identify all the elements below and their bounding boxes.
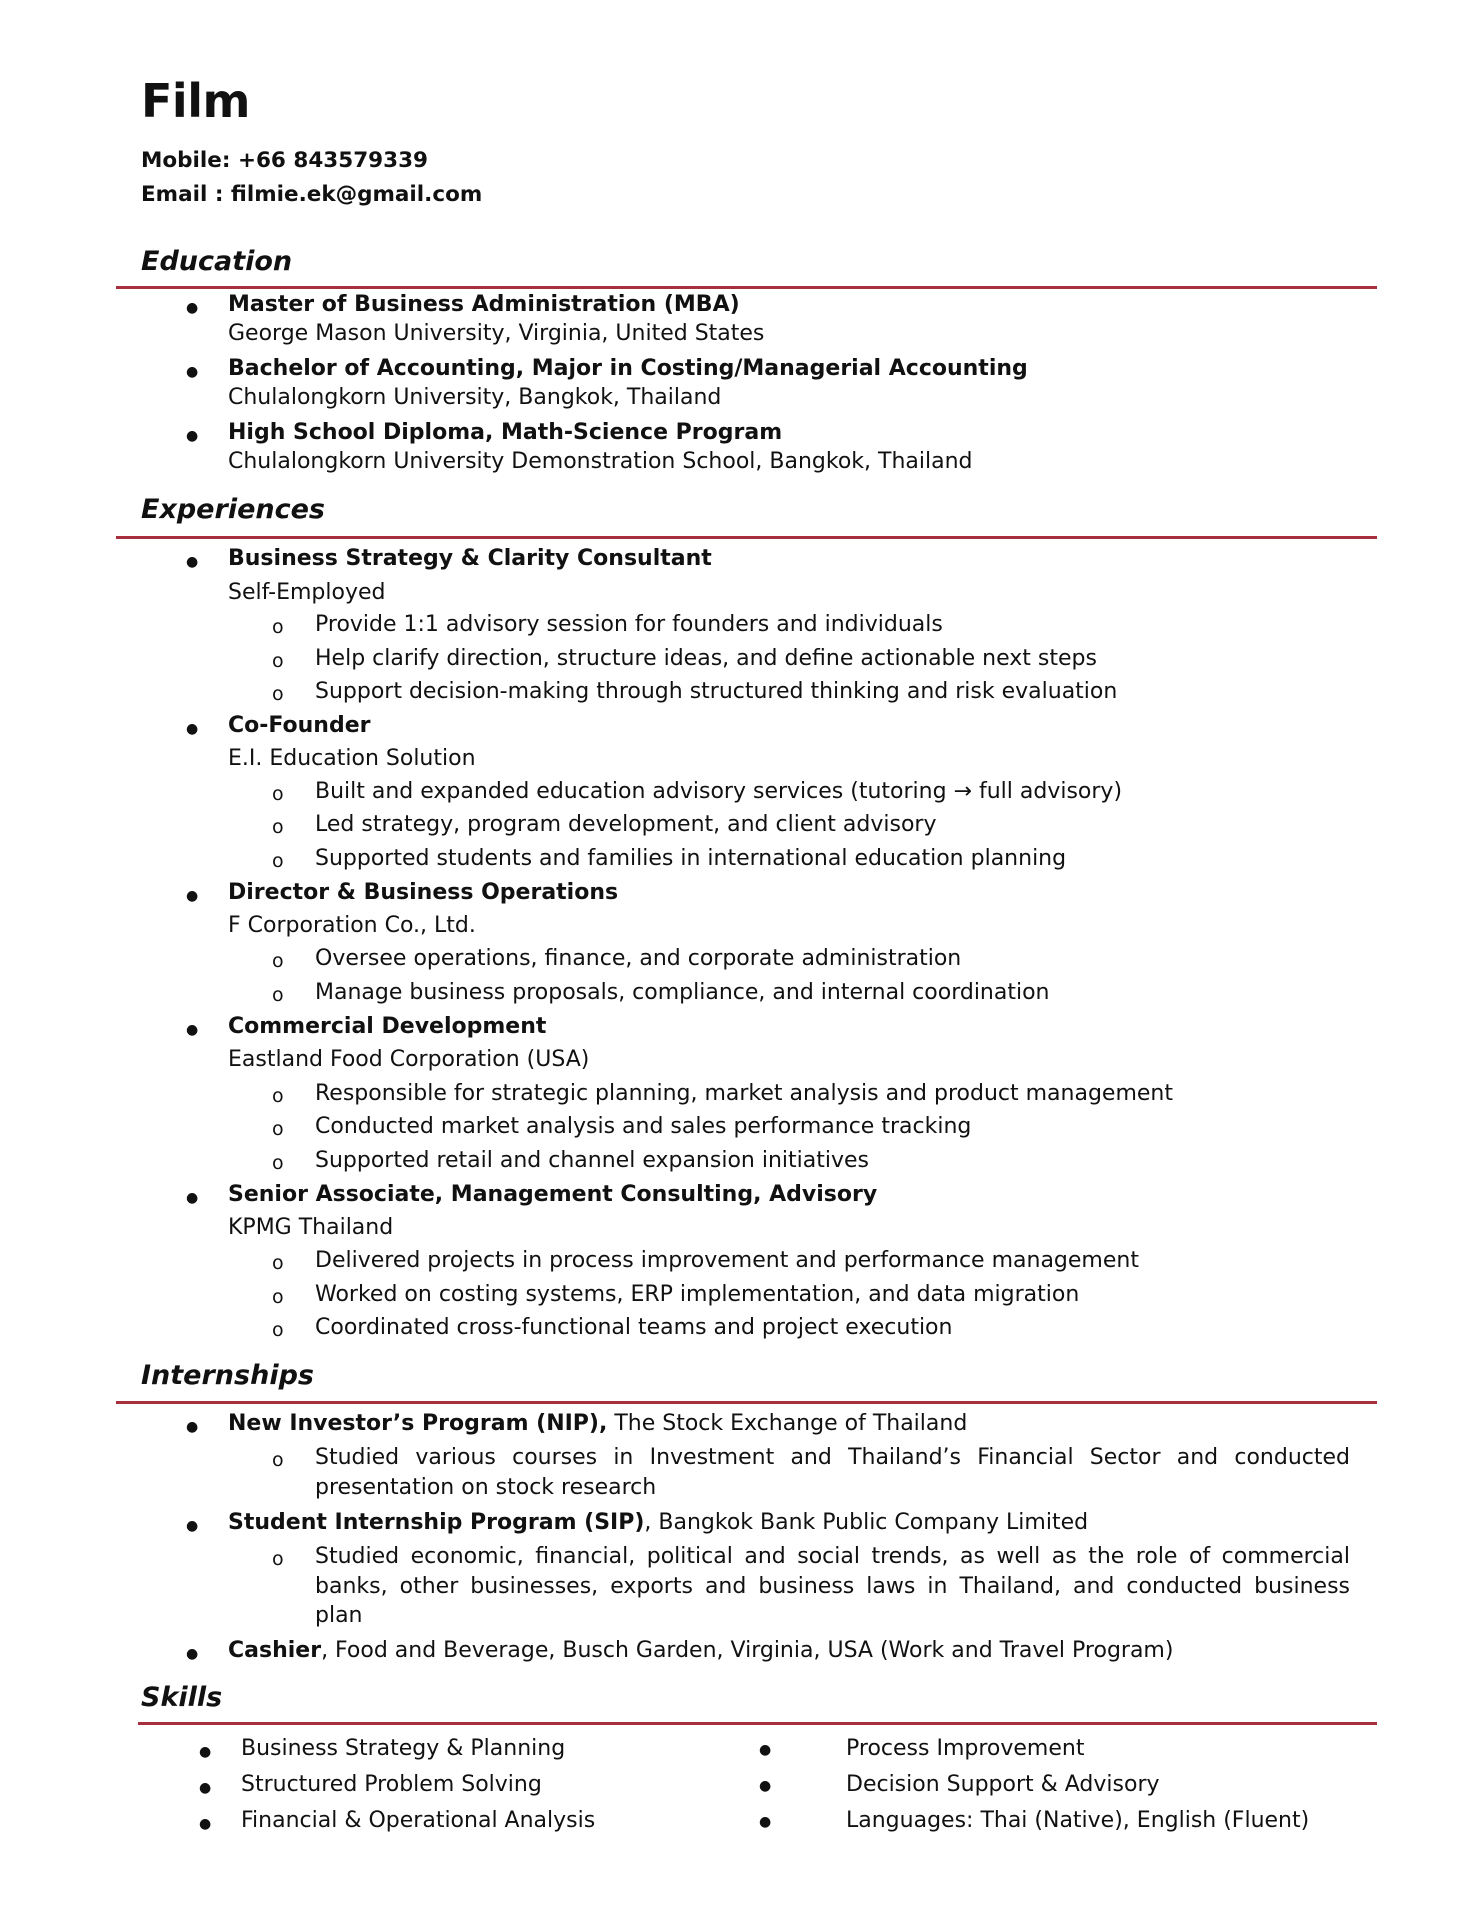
- bullet-icon: ●: [186, 1646, 199, 1662]
- bullet-icon: ●: [199, 1744, 212, 1760]
- internship-line: [228, 1411, 967, 1436]
- section-rule: [116, 536, 1377, 539]
- experience-point: Coordinated cross-functional teams and project execution: [315, 1315, 953, 1340]
- experience-org: Eastland Food Corporation (USA): [228, 1047, 590, 1072]
- sub-bullet-icon: o: [272, 683, 284, 705]
- education-school: Chulalongkorn University Demonstration School, Bangkok, Thailand: [228, 449, 973, 474]
- bullet-icon: ●: [186, 888, 199, 904]
- skill-item: Structured Problem Solving: [241, 1772, 542, 1797]
- experience-title: Commercial Development: [228, 1014, 547, 1039]
- experience-title: Senior Associate, Management Consulting, Advisory: [228, 1182, 878, 1207]
- bullet-icon: ●: [186, 554, 199, 570]
- experience-org: E.I. Education Solution: [228, 746, 476, 771]
- section-rule: [116, 1401, 1377, 1404]
- experience-point: Responsible for strategic planning, market analysis and product management: [315, 1081, 1173, 1106]
- bullet-icon: ●: [186, 300, 199, 316]
- experience-point: Oversee operations, finance, and corporate administration: [315, 946, 962, 971]
- sub-bullet-icon: o: [272, 1449, 284, 1471]
- internship-point-line: Studied economic, financial, political and social trends, as well as the role of commercial: [315, 1544, 1350, 1569]
- sub-bullet-icon: o: [272, 1252, 284, 1274]
- experience-point: Manage business proposals, compliance, and internal coordination: [315, 980, 1050, 1005]
- sub-bullet-icon: o: [272, 984, 284, 1006]
- skill-item: Process Improvement: [846, 1736, 1085, 1761]
- internship-org: , Food and Beverage, Busch Garden, Virginia, USA (Work and Travel Program): [321, 1638, 1174, 1663]
- bullet-icon: ●: [186, 721, 199, 737]
- education-degree: High School Diploma, Math-Science Program: [228, 420, 783, 445]
- internship-title: New Investor’s Program (NIP),: [228, 1411, 608, 1436]
- experience-point: Provide 1:1 advisory session for founders and individuals: [315, 612, 943, 637]
- internship-point-line: Studied various courses in Investment and Thailand’s Financial Sector and conducted: [315, 1445, 1350, 1470]
- internship-title: Student Internship Program (SIP): [228, 1510, 645, 1535]
- experience-point: Conducted market analysis and sales performance tracking: [315, 1114, 972, 1139]
- skill-item: Languages: Thai (Native), English (Fluent): [846, 1808, 1310, 1833]
- skill-item: Business Strategy & Planning: [241, 1736, 566, 1761]
- experience-org: Self-Employed: [228, 580, 386, 605]
- education-school: Chulalongkorn University, Bangkok, Thailand: [228, 385, 722, 410]
- bullet-icon: ●: [199, 1816, 212, 1832]
- sub-bullet-icon: o: [272, 850, 284, 872]
- experience-point: Supported retail and channel expansion initiatives: [315, 1148, 869, 1173]
- bullet-icon: ●: [186, 1419, 199, 1435]
- sub-bullet-icon: o: [272, 1118, 284, 1140]
- education-school: George Mason University, Virginia, United States: [228, 321, 765, 346]
- experience-title: Director & Business Operations: [228, 880, 619, 905]
- bullet-icon: ●: [186, 364, 199, 380]
- experience-point: Led strategy, program development, and client advisory: [315, 812, 937, 837]
- section-rule: [138, 1722, 1377, 1725]
- section-title-internships: Internships: [141, 1360, 314, 1391]
- internship-org: , Bangkok Bank Public Company Limited: [644, 1510, 1089, 1535]
- sub-bullet-icon: o: [272, 616, 284, 638]
- bullet-icon: ●: [759, 1814, 772, 1830]
- experience-point: Supported students and families in international education planning: [315, 846, 1067, 871]
- section-rule: [116, 286, 1377, 289]
- experience-org: F Corporation Co., Ltd.: [228, 913, 476, 938]
- sub-bullet-icon: o: [272, 950, 284, 972]
- bullet-icon: ●: [186, 1190, 199, 1206]
- education-degree: Master of Business Administration (MBA): [228, 292, 740, 317]
- internship-point-line: presentation on stock research: [315, 1475, 657, 1500]
- bullet-icon: ●: [759, 1778, 772, 1794]
- sub-bullet-icon: o: [272, 1548, 284, 1570]
- sub-bullet-icon: o: [272, 650, 284, 672]
- experience-point: Worked on costing systems, ERP implementation, and data migration: [315, 1282, 1080, 1307]
- experience-org: KPMG Thailand: [228, 1215, 394, 1240]
- sub-bullet-icon: o: [272, 783, 284, 805]
- experience-title: Business Strategy & Clarity Consultant: [228, 546, 712, 571]
- education-degree: Bachelor of Accounting, Major in Costing/Managerial Accounting: [228, 356, 1028, 381]
- sub-bullet-icon: o: [272, 1152, 284, 1174]
- section-title-experiences: Experiences: [141, 494, 325, 525]
- sub-bullet-icon: o: [272, 816, 284, 838]
- skill-item: Decision Support & Advisory: [846, 1772, 1160, 1797]
- section-title-skills: Skills: [141, 1682, 223, 1713]
- internship-title: Cashier: [228, 1638, 322, 1663]
- internship-line: [228, 1510, 1088, 1535]
- skill-item: Financial & Operational Analysis: [241, 1808, 596, 1833]
- section-title-education: Education: [141, 246, 293, 277]
- internship-point-line: plan: [315, 1603, 363, 1628]
- bullet-icon: ●: [186, 428, 199, 444]
- experience-point: Help clarify direction, structure ideas, and define actionable next steps: [315, 646, 1097, 671]
- experience-title: Co-Founder: [228, 713, 371, 738]
- bullet-icon: ●: [186, 1022, 199, 1038]
- candidate-name: Film: [141, 74, 250, 128]
- email-line: Email : filmie.ek@gmail.com: [141, 182, 483, 207]
- sub-bullet-icon: o: [272, 1286, 284, 1308]
- bullet-icon: ●: [199, 1780, 212, 1796]
- internship-org: The Stock Exchange of Thailand: [607, 1411, 968, 1436]
- experience-point: Support decision-making through structured thinking and risk evaluation: [315, 679, 1118, 704]
- mobile-line: Mobile: +66 843579339: [141, 148, 429, 173]
- internship-line: [228, 1638, 1173, 1663]
- bullet-icon: ●: [186, 1518, 199, 1534]
- bullet-icon: ●: [759, 1742, 772, 1758]
- experience-point: Delivered projects in process improvement and performance management: [315, 1248, 1139, 1273]
- internship-point-line: banks, other businesses, exports and business laws in Thailand, and conducted business: [315, 1574, 1350, 1599]
- sub-bullet-icon: o: [272, 1085, 284, 1107]
- experience-point: Built and expanded education advisory services (tutoring → full advisory): [315, 779, 1123, 804]
- sub-bullet-icon: o: [272, 1319, 284, 1341]
